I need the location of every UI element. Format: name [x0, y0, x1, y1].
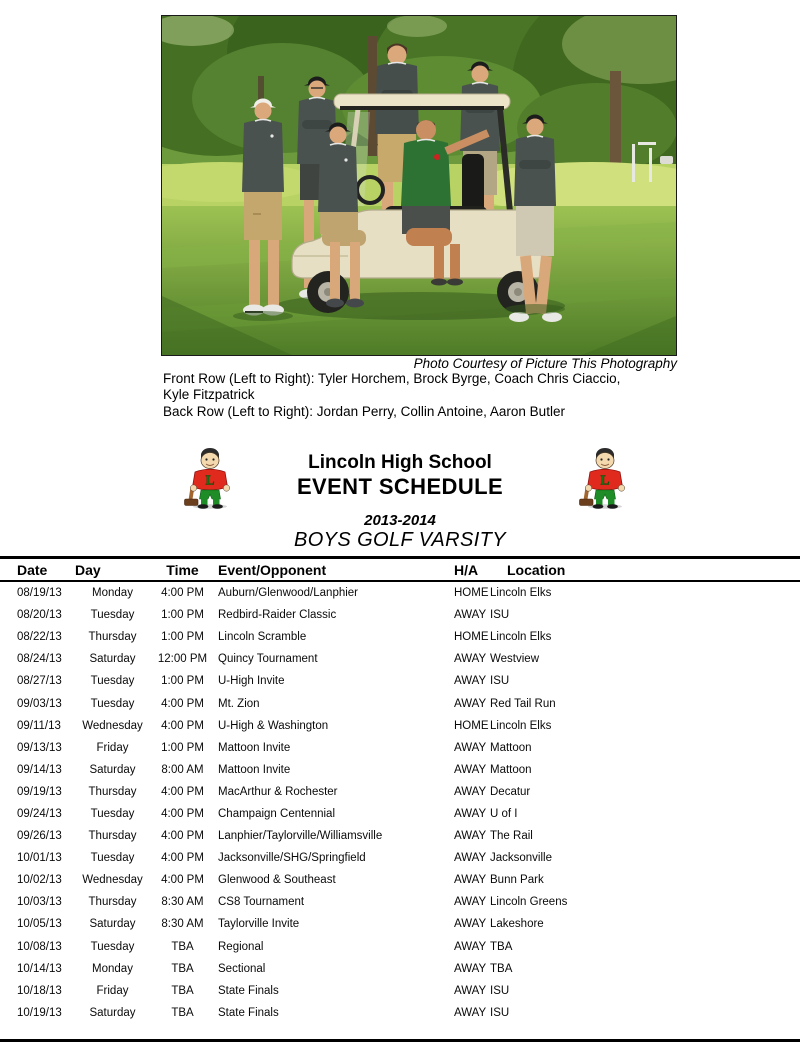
cell-location: U of I — [490, 807, 518, 820]
cell-date: 10/03/13 — [17, 896, 62, 909]
table-row — [0, 803, 800, 825]
table-row — [0, 715, 800, 737]
table-row — [0, 869, 800, 891]
cell-ha: AWAY — [454, 807, 487, 820]
cell-location: Decatur — [490, 785, 531, 798]
cell-location: Lincoln Elks — [490, 719, 552, 732]
cell-location: Mattoon — [490, 741, 532, 754]
cell-time: TBA — [171, 1006, 194, 1019]
table-row — [0, 737, 800, 759]
cell-time: 1:00 PM — [161, 741, 204, 754]
svg-text:L: L — [600, 472, 610, 488]
cell-event: Lincoln Scramble — [218, 631, 307, 644]
cell-location: Westview — [490, 653, 539, 666]
table-row — [0, 670, 800, 692]
cell-day: Thursday — [88, 830, 137, 843]
cell-ha: AWAY — [454, 785, 487, 798]
table-row — [0, 781, 800, 803]
cell-location: ISU — [490, 1006, 510, 1019]
cell-date: 08/24/13 — [17, 653, 62, 666]
cell-day: Wednesday — [82, 719, 143, 732]
table-row — [0, 604, 800, 626]
cell-event: State Finals — [218, 984, 279, 997]
cell-day: Tuesday — [90, 609, 135, 622]
cell-ha: AWAY — [454, 763, 487, 776]
cell-date: 08/19/13 — [17, 587, 62, 600]
table-row — [0, 980, 800, 1002]
schedule-body — [0, 582, 800, 1024]
cell-event: MacArthur & Rochester — [218, 785, 338, 798]
cell-day: Tuesday — [90, 697, 135, 710]
cell-ha: AWAY — [454, 653, 487, 666]
cell-location: Lincoln Greens — [490, 896, 568, 909]
table-row — [0, 891, 800, 913]
cell-event: Auburn/Glenwood/Lanphier — [218, 587, 359, 600]
cell-ha: AWAY — [454, 940, 487, 953]
cell-ha: AWAY — [454, 962, 487, 975]
cell-ha: HOME — [454, 631, 489, 644]
cell-location: ISU — [490, 675, 510, 688]
roster-line-front: Front Row (Left to Right): Tyler Horchem, Brock Byrge, Coach Chris Ciaccio, — [163, 371, 621, 386]
bottom-rule — [0, 1039, 800, 1042]
cell-event: Mt. Zion — [218, 697, 260, 710]
cell-event: Champaign Centennial — [218, 807, 335, 820]
table-header-row — [0, 556, 800, 582]
team-photo — [161, 15, 677, 356]
cell-ha: AWAY — [454, 609, 487, 622]
cell-date: 10/01/13 — [17, 852, 62, 865]
cell-date: 09/13/13 — [17, 741, 62, 754]
cell-date: 09/11/13 — [17, 719, 61, 732]
table-row — [0, 1002, 800, 1024]
table-row — [0, 582, 800, 604]
cell-date: 10/08/13 — [17, 940, 62, 953]
cell-event: Sectional — [218, 962, 266, 975]
table-row — [0, 958, 800, 980]
cell-location: Bunn Park — [490, 874, 544, 887]
cell-date: 09/26/13 — [17, 830, 62, 843]
cell-location: Jacksonville — [490, 852, 552, 865]
header-home-away: H/A — [454, 561, 479, 578]
cell-date: 09/14/13 — [17, 763, 62, 776]
roster-line-back: Back Row (Left to Right): Jordan Perry, Collin Antoine, Aaron Butler — [163, 403, 565, 419]
cell-day: Tuesday — [90, 807, 135, 820]
cell-day: Friday — [96, 741, 129, 754]
cell-day: Saturday — [89, 653, 136, 666]
cell-date: 09/24/13 — [17, 807, 62, 820]
cell-location: Lakeshore — [490, 918, 544, 931]
cell-date: 10/02/13 — [17, 874, 62, 887]
cell-ha: AWAY — [454, 697, 487, 710]
header-time: Time — [166, 561, 199, 578]
table-row — [0, 626, 800, 648]
cell-date: 08/22/13 — [17, 631, 62, 644]
cell-time: 1:00 PM — [161, 609, 204, 622]
table-row — [0, 936, 800, 958]
cell-event: Taylorville Invite — [218, 918, 300, 931]
title-block — [0, 452, 800, 551]
cell-ha: HOME — [454, 587, 489, 600]
team-label: BOYS GOLF VARSITY — [293, 529, 507, 551]
cell-time: 4:00 PM — [161, 830, 204, 843]
cell-location: Red Tail Run — [490, 697, 556, 710]
cell-date: 10/05/13 — [17, 918, 62, 931]
cell-ha: AWAY — [454, 830, 487, 843]
cell-time: 1:00 PM — [161, 675, 204, 688]
table-row — [0, 759, 800, 781]
cell-ha: AWAY — [454, 741, 487, 754]
cell-time: 4:00 PM — [161, 785, 204, 798]
cell-location: ISU — [490, 609, 510, 622]
cell-day: Thursday — [88, 631, 137, 644]
cell-ha: AWAY — [454, 918, 487, 931]
cell-event: U-High & Washington — [218, 719, 329, 732]
table-row — [0, 913, 800, 935]
season-label: 2013-2014 — [364, 512, 436, 529]
cell-location: TBA — [490, 962, 513, 975]
cell-time: TBA — [171, 962, 194, 975]
school-name: Lincoln High School — [308, 452, 492, 473]
cell-ha: AWAY — [454, 675, 487, 688]
svg-text:L: L — [205, 472, 215, 488]
cell-event: Mattoon Invite — [218, 763, 291, 776]
cell-ha: AWAY — [454, 984, 487, 997]
table-row — [0, 825, 800, 847]
cell-date: 09/03/13 — [17, 697, 62, 710]
cell-day: Wednesday — [82, 874, 143, 887]
roster-line-front-cont: Kyle Fitzpatrick — [163, 387, 255, 403]
cell-date: 08/27/13 — [17, 675, 62, 688]
team-photo-illustration — [162, 16, 676, 355]
cell-location: ISU — [490, 984, 510, 997]
cell-event: Jacksonville/SHG/Springfield — [218, 852, 366, 865]
cell-time: 4:00 PM — [161, 852, 204, 865]
photo-credit: Photo Courtesy of Picture This Photography — [413, 356, 677, 371]
cell-day: Saturday — [89, 1006, 136, 1019]
cell-day: Thursday — [88, 896, 137, 909]
cell-date: 10/18/13 — [17, 984, 62, 997]
table-row — [0, 847, 800, 869]
cell-day: Saturday — [89, 918, 136, 931]
cell-day: Friday — [96, 984, 129, 997]
cell-date: 09/19/13 — [17, 785, 62, 798]
cell-location: Mattoon — [490, 763, 532, 776]
cell-ha: AWAY — [454, 1006, 487, 1019]
cell-day: Monday — [92, 587, 133, 600]
cell-time: 12:00 PM — [157, 653, 208, 666]
cell-time: TBA — [171, 940, 194, 953]
page-title: EVENT SCHEDULE — [296, 474, 504, 499]
cell-location: The Rail — [490, 830, 533, 843]
cell-location: Lincoln Elks — [490, 631, 552, 644]
cell-time: 8:30 AM — [161, 896, 204, 909]
cell-time: 8:00 AM — [161, 763, 204, 776]
table-row — [0, 648, 800, 670]
cell-time: 4:00 PM — [161, 807, 204, 820]
cell-location: Lincoln Elks — [490, 587, 552, 600]
cell-day: Tuesday — [90, 675, 135, 688]
header-day: Day — [75, 561, 101, 578]
cell-location: TBA — [490, 940, 513, 953]
cell-event: Lanphier/Taylorville/Williamsville — [218, 830, 383, 843]
cell-time: 8:30 AM — [161, 918, 204, 931]
cell-day: Tuesday — [90, 940, 135, 953]
cell-event: Mattoon Invite — [218, 741, 291, 754]
cell-time: 4:00 PM — [161, 587, 204, 600]
cell-event: Redbird-Raider Classic — [218, 609, 337, 622]
cell-event: U-High Invite — [218, 675, 285, 688]
cell-time: 4:00 PM — [161, 697, 204, 710]
header-date: Date — [17, 561, 48, 578]
roster-text — [163, 371, 683, 420]
cell-ha: AWAY — [454, 874, 487, 887]
cell-time: 4:00 PM — [161, 874, 204, 887]
cell-date: 10/14/13 — [17, 962, 62, 975]
cell-day: Monday — [92, 962, 133, 975]
cell-day: Tuesday — [90, 852, 135, 865]
cell-event: Quincy Tournament — [218, 653, 318, 666]
cell-event: Glenwood & Southeast — [218, 874, 336, 887]
cell-time: TBA — [171, 984, 194, 997]
cell-time: 1:00 PM — [161, 631, 204, 644]
schedule-table — [0, 556, 800, 1024]
cell-day: Saturday — [89, 763, 136, 776]
cell-event: State Finals — [218, 1006, 279, 1019]
header-location: Location — [507, 561, 566, 578]
table-row — [0, 692, 800, 714]
cell-day: Thursday — [88, 785, 137, 798]
cell-event: CS8 Tournament — [218, 896, 305, 909]
cell-ha: AWAY — [454, 852, 487, 865]
cell-time: 4:00 PM — [161, 719, 204, 732]
cell-date: 10/19/13 — [17, 1006, 62, 1019]
header-event-opponent: Event/Opponent — [218, 561, 327, 578]
cell-ha: HOME — [454, 719, 489, 732]
cell-date: 08/20/13 — [17, 609, 62, 622]
cell-ha: AWAY — [454, 896, 487, 909]
cell-event: Regional — [218, 940, 264, 953]
